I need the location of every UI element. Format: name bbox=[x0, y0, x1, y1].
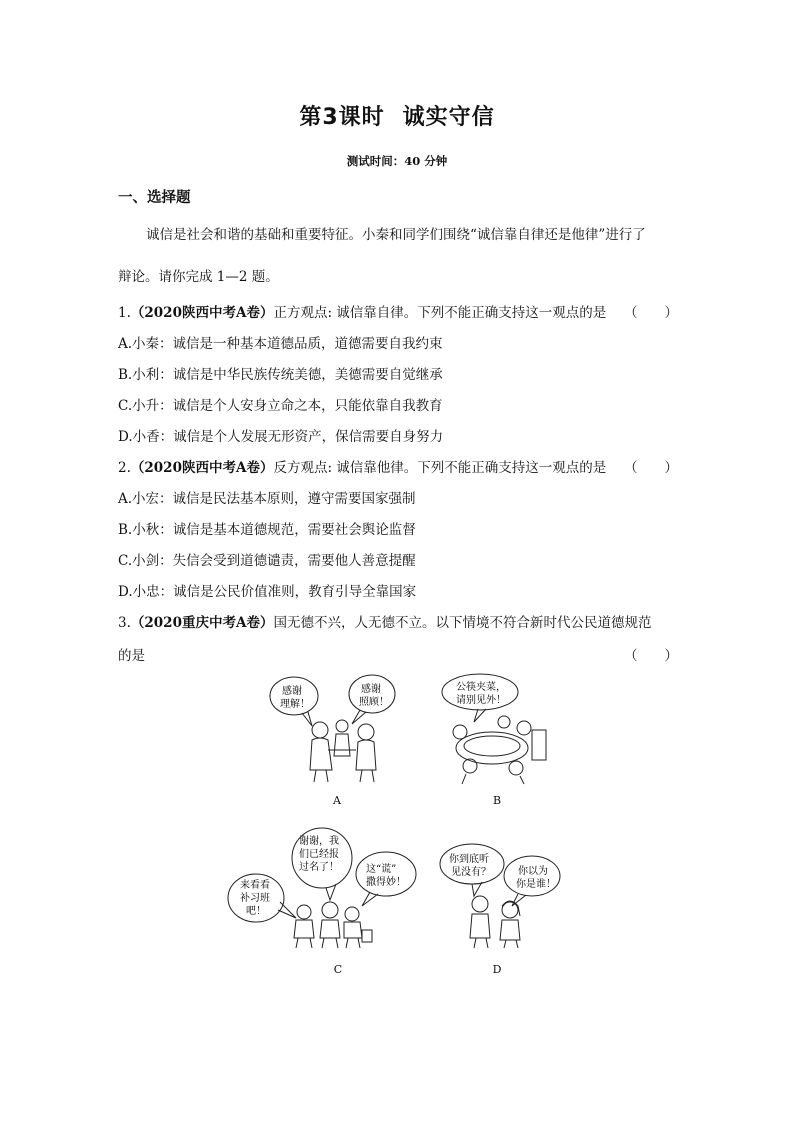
figure-a-illustration bbox=[268, 670, 418, 785]
option-d: D.小忠：诚信是公民价值准则，教育引导全靠国家 bbox=[118, 584, 417, 600]
question-number: 1. bbox=[118, 305, 131, 321]
option-a: A.小宏：诚信是民法基本原则，遵守需要国家强制 bbox=[118, 491, 416, 507]
question-stem-end: 的是 bbox=[118, 648, 145, 664]
option-a: A.小秦：诚信是一种基本道德品质，道德需要自我约束 bbox=[118, 336, 443, 352]
bubble-text: 吧！ bbox=[246, 906, 266, 917]
bubble-text: 感谢 bbox=[361, 684, 381, 695]
question-source: （2020陕西中考A卷） bbox=[130, 460, 274, 476]
question-number: 2. bbox=[118, 460, 131, 476]
option-d: D.小香：诚信是个人发展无形资产，保信需要自身努力 bbox=[118, 429, 444, 445]
lesson-number: 第3课时 bbox=[299, 105, 385, 130]
question-stem: 正方观点: 诚信靠自律。下列不能正确支持这一观点的是 bbox=[273, 305, 607, 321]
figure-b-caption: B bbox=[492, 794, 502, 807]
bubble-text: 来看看 bbox=[240, 880, 270, 891]
figure-c-caption: C bbox=[333, 963, 343, 976]
question-source: （2020重庆中考A卷） bbox=[130, 615, 274, 631]
bubble-text: 过名了！ bbox=[299, 862, 339, 873]
option-b: B.小秋：诚信是基本道德规范，需要社会舆论监督 bbox=[118, 522, 416, 538]
section-heading: 一、选择题 bbox=[118, 190, 191, 206]
bubble-text: 理解！ bbox=[280, 699, 310, 710]
question-stem: 国无德不兴，人无德不立。以下情境不符合新时代公民道德规范 bbox=[273, 615, 652, 631]
bubble-text: 你是谁！ bbox=[516, 879, 556, 890]
bubble-text: 谢谢，我 bbox=[299, 836, 339, 847]
question-stem: 反方观点: 诚信靠他律。下列不能正确支持这一观点的是 bbox=[273, 460, 607, 476]
bubble-text: 感谢 bbox=[282, 686, 302, 697]
answer-blank: （ ） bbox=[624, 648, 678, 664]
answer-blank: （ ） bbox=[624, 460, 678, 476]
question-number: 3. bbox=[118, 615, 131, 631]
bubble-text: 们已经报 bbox=[299, 849, 339, 860]
lesson-title: 诚实守信 bbox=[402, 105, 495, 130]
bubble-text: 见没有？ bbox=[451, 867, 491, 878]
bubble-text: 照顾！ bbox=[359, 697, 389, 708]
bubble-text: 撒得妙！ bbox=[366, 877, 406, 888]
question-1 bbox=[118, 301, 678, 321]
figure-c-illustration bbox=[226, 826, 426, 951]
bubble-text: 补习班 bbox=[240, 893, 270, 904]
option-b: B.小利：诚信是中华民族传统美德，美德需要自觉继承 bbox=[118, 367, 443, 383]
bubble-text: 你到底听 bbox=[449, 854, 489, 865]
question-3-continued bbox=[118, 644, 678, 664]
figure-d-illustration bbox=[438, 840, 568, 950]
option-c: C.小升：诚信是个人安身立命之本，只能依靠自我教育 bbox=[118, 398, 443, 414]
answer-blank: （ ） bbox=[624, 305, 678, 321]
bubble-text: 公筷夹菜， bbox=[456, 682, 506, 693]
bubble-text: 这“谎” bbox=[366, 864, 397, 875]
figure-a-caption: A bbox=[333, 794, 341, 807]
figure-b-illustration bbox=[440, 670, 560, 785]
intro-line-2: 辩论。请你完成 1—2 题。 bbox=[118, 269, 279, 285]
question-3 bbox=[118, 611, 678, 631]
question-2 bbox=[118, 456, 678, 476]
intro-line-1: 诚信是社会和谐的基础和重要特征。小秦和同学们围绕“诚信靠自律还是他律”进行了 bbox=[146, 227, 646, 243]
figure-d-caption: D bbox=[492, 963, 502, 976]
option-c: C.小剑：失信会受到道德谴责，需要他人善意提醒 bbox=[118, 553, 416, 569]
test-time: 测试时间：40 分钟 bbox=[346, 154, 448, 168]
question-source: （2020陕西中考A卷） bbox=[130, 305, 274, 321]
bubble-text: 请别见外！ bbox=[456, 695, 506, 706]
page-title bbox=[0, 100, 794, 131]
bubble-text: 你以为 bbox=[518, 866, 548, 877]
